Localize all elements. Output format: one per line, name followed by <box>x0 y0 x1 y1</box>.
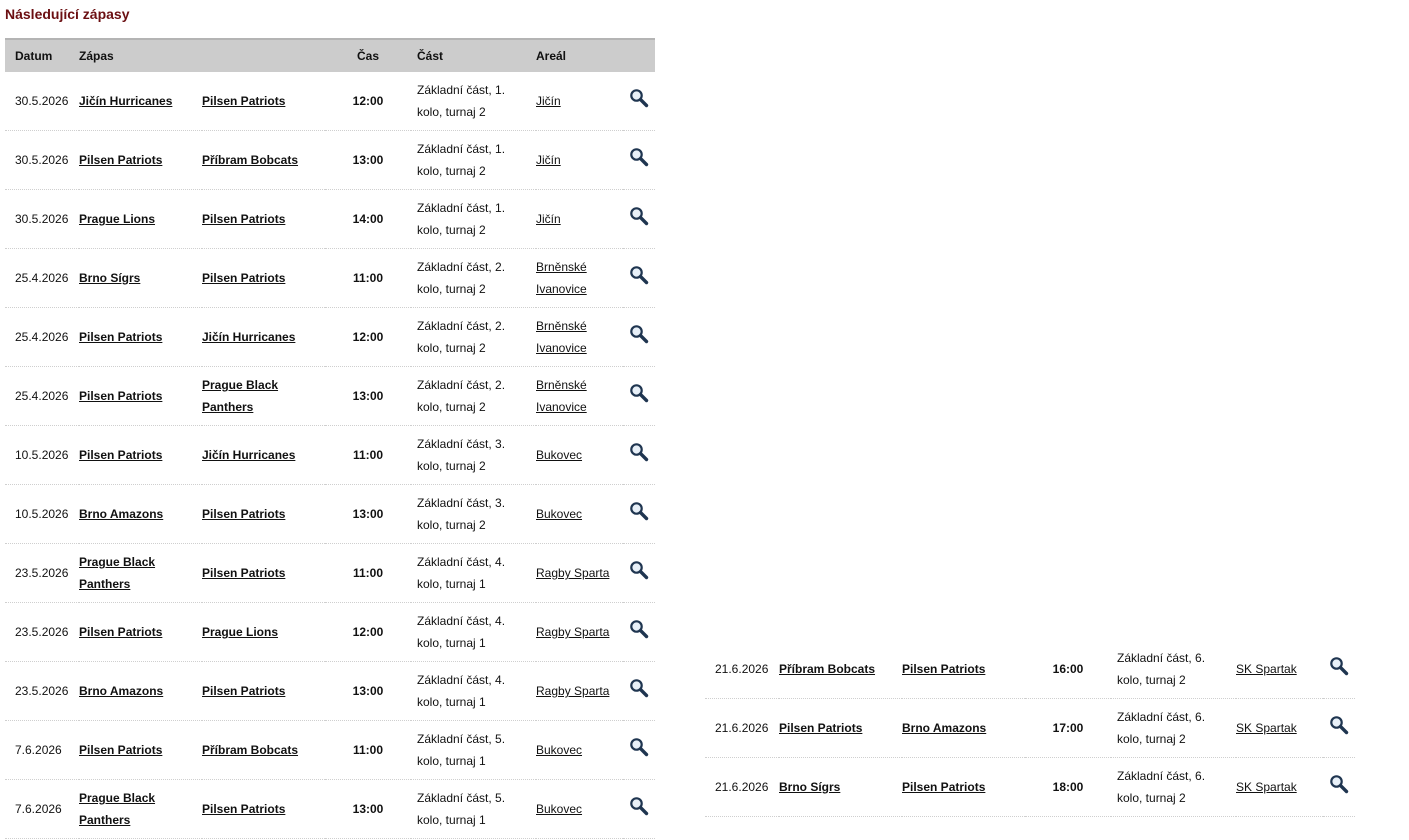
match-part: Základní část, 5. kolo, turnaj 1 <box>411 721 536 780</box>
detail-cell[interactable] <box>623 308 655 367</box>
table-row <box>5 544 655 603</box>
table-row <box>705 640 1355 699</box>
match-time: 18:00 <box>1025 758 1111 817</box>
home-team-link[interactable]: Pilsen Patriots <box>79 389 163 403</box>
home-team-link[interactable]: Příbram Bobcats <box>779 662 876 676</box>
header-part: Část <box>411 39 536 72</box>
away-team-link[interactable]: Pilsen Patriots <box>202 271 286 285</box>
match-part: Základní část, 4. kolo, turnaj 1 <box>411 662 536 721</box>
match-date: 30.5.2026 <box>5 190 79 249</box>
match-time: 11:00 <box>325 249 411 308</box>
match-part: Základní část, 6. kolo, turnaj 2 <box>1111 640 1236 699</box>
away-team-link[interactable]: Pilsen Patriots <box>202 212 286 226</box>
venue-link[interactable]: Bukovec <box>536 507 583 521</box>
table-row <box>5 662 655 721</box>
match-part: Základní část, 3. kolo, turnaj 2 <box>411 426 536 485</box>
matches-table-continued <box>705 640 1355 817</box>
match-date: 21.6.2026 <box>705 758 779 817</box>
away-team-link[interactable]: Příbram Bobcats <box>202 153 299 167</box>
home-team-link[interactable]: Prague Black Panthers <box>79 791 156 827</box>
search-icon[interactable] <box>1329 715 1349 735</box>
detail-cell[interactable] <box>623 662 655 721</box>
away-team-link[interactable]: Pilsen Patriots <box>202 94 286 108</box>
match-time: 12:00 <box>325 72 411 131</box>
match-part: Základní část, 5. kolo, turnaj 1 <box>411 780 536 839</box>
detail-cell[interactable] <box>623 367 655 426</box>
header-date: Datum <box>5 39 79 72</box>
home-team-link[interactable]: Prague Black Panthers <box>79 555 156 591</box>
away-team-link[interactable]: Brno Amazons <box>902 721 987 735</box>
home-team-link[interactable]: Pilsen Patriots <box>79 625 163 639</box>
detail-cell[interactable] <box>1323 640 1355 699</box>
table-row <box>705 758 1355 817</box>
venue-link[interactable]: Brněnské Ivanovice <box>536 260 587 296</box>
match-part: Základní část, 1. kolo, turnaj 2 <box>411 72 536 131</box>
match-date: 30.5.2026 <box>5 131 79 190</box>
home-team-link[interactable]: Pilsen Patriots <box>79 743 163 757</box>
table-row <box>5 367 655 426</box>
detail-cell[interactable] <box>623 72 655 131</box>
away-team-link[interactable]: Pilsen Patriots <box>202 566 286 580</box>
venue-link[interactable]: Jičín <box>536 153 561 167</box>
table-row <box>5 426 655 485</box>
match-date: 7.6.2026 <box>5 780 79 839</box>
match-date: 23.5.2026 <box>5 544 79 603</box>
match-date: 25.4.2026 <box>5 249 79 308</box>
venue-link[interactable]: SK Spartak <box>1236 780 1297 794</box>
detail-cell[interactable] <box>623 249 655 308</box>
match-time: 13:00 <box>325 131 411 190</box>
table-row <box>5 485 655 544</box>
search-icon[interactable] <box>629 796 649 816</box>
away-team-link[interactable]: Pilsen Patriots <box>202 802 286 816</box>
match-date: 25.4.2026 <box>5 367 79 426</box>
search-icon[interactable] <box>629 737 649 757</box>
search-icon[interactable] <box>629 147 649 167</box>
match-date: 23.5.2026 <box>5 603 79 662</box>
match-date: 25.4.2026 <box>5 308 79 367</box>
home-team-link[interactable]: Pilsen Patriots <box>779 721 863 735</box>
home-team-link[interactable]: Brno Amazons <box>79 684 164 698</box>
search-icon[interactable] <box>629 678 649 698</box>
match-time: 13:00 <box>325 662 411 721</box>
venue-link[interactable]: Bukovec <box>536 448 583 462</box>
venue-link[interactable]: Brněnské Ivanovice <box>536 319 587 355</box>
home-team-link[interactable]: Pilsen Patriots <box>79 153 163 167</box>
venue-link[interactable]: Brněnské Ivanovice <box>536 378 587 414</box>
match-part: Základní část, 4. kolo, turnaj 1 <box>411 603 536 662</box>
away-team-link[interactable]: Pilsen Patriots <box>202 507 286 521</box>
detail-cell[interactable] <box>623 780 655 839</box>
detail-cell[interactable] <box>623 426 655 485</box>
search-icon[interactable] <box>629 560 649 580</box>
table-header-row <box>5 39 655 72</box>
table-row <box>5 131 655 190</box>
search-icon[interactable] <box>629 383 649 403</box>
home-team-link[interactable]: Brno Amazons <box>79 507 164 521</box>
header-venue: Areál <box>536 39 623 72</box>
match-part: Základní část, 3. kolo, turnaj 2 <box>411 485 536 544</box>
search-icon[interactable] <box>629 206 649 226</box>
away-team-link[interactable]: Pilsen Patriots <box>202 684 286 698</box>
venue-link[interactable]: Ragby Sparta <box>536 684 610 698</box>
away-team-link[interactable]: Příbram Bobcats <box>202 743 299 757</box>
match-date: 21.6.2026 <box>705 640 779 699</box>
match-time: 17:00 <box>1025 699 1111 758</box>
home-team-link[interactable]: Pilsen Patriots <box>79 330 163 344</box>
home-team-link[interactable]: Prague Lions <box>79 212 156 226</box>
header-time: Čas <box>325 39 411 72</box>
detail-cell[interactable] <box>623 721 655 780</box>
match-time: 12:00 <box>325 603 411 662</box>
match-date: 23.5.2026 <box>5 662 79 721</box>
match-part: Základní část, 2. kolo, turnaj 2 <box>411 308 536 367</box>
match-part: Základní část, 4. kolo, turnaj 1 <box>411 544 536 603</box>
away-team-link[interactable]: Jičín Hurricanes <box>202 330 296 344</box>
matches-table <box>5 38 655 839</box>
page-title: Následující zápasy <box>5 6 130 22</box>
detail-cell[interactable] <box>623 603 655 662</box>
match-time: 13:00 <box>325 780 411 839</box>
home-team-link[interactable]: Brno Sígrs <box>79 271 141 285</box>
detail-cell[interactable] <box>623 485 655 544</box>
match-time: 16:00 <box>1025 640 1111 699</box>
search-icon[interactable] <box>629 324 649 344</box>
match-date: 21.6.2026 <box>705 699 779 758</box>
search-icon[interactable] <box>629 619 649 639</box>
match-date: 7.6.2026 <box>5 721 79 780</box>
match-time: 11:00 <box>325 721 411 780</box>
header-detail <box>623 39 655 72</box>
table-row <box>5 721 655 780</box>
home-team-link[interactable]: Jičín Hurricanes <box>79 94 173 108</box>
table-row <box>5 780 655 839</box>
match-part: Základní část, 1. kolo, turnaj 2 <box>411 190 536 249</box>
detail-cell[interactable] <box>623 131 655 190</box>
match-date: 10.5.2026 <box>5 426 79 485</box>
match-time: 14:00 <box>325 190 411 249</box>
search-icon[interactable] <box>1329 774 1349 794</box>
venue-link[interactable]: Jičín <box>536 212 561 226</box>
search-icon[interactable] <box>629 265 649 285</box>
away-team-link[interactable]: Jičín Hurricanes <box>202 448 296 462</box>
detail-cell[interactable] <box>1323 699 1355 758</box>
detail-cell[interactable] <box>1323 758 1355 817</box>
table-row <box>705 699 1355 758</box>
table-row <box>5 249 655 308</box>
table-row <box>5 308 655 367</box>
header-match: Zápas <box>79 39 325 72</box>
match-time: 12:00 <box>325 308 411 367</box>
venue-link[interactable]: Bukovec <box>536 802 583 816</box>
venue-link[interactable]: Ragby Sparta <box>536 566 610 580</box>
match-time: 13:00 <box>325 367 411 426</box>
match-date: 30.5.2026 <box>5 72 79 131</box>
detail-cell[interactable] <box>623 544 655 603</box>
venue-link[interactable]: Ragby Sparta <box>536 625 610 639</box>
away-team-link[interactable]: Pilsen Patriots <box>902 662 986 676</box>
search-icon[interactable] <box>1329 656 1349 676</box>
match-time: 13:00 <box>325 485 411 544</box>
match-part: Základní část, 6. kolo, turnaj 2 <box>1111 699 1236 758</box>
venue-link[interactable]: SK Spartak <box>1236 721 1297 735</box>
search-icon[interactable] <box>629 442 649 462</box>
match-part: Základní část, 2. kolo, turnaj 2 <box>411 249 536 308</box>
table-row <box>5 72 655 131</box>
home-team-link[interactable]: Brno Sígrs <box>779 780 841 794</box>
search-icon[interactable] <box>629 501 649 521</box>
detail-cell[interactable] <box>623 190 655 249</box>
match-part: Základní část, 1. kolo, turnaj 2 <box>411 131 536 190</box>
venue-link[interactable]: Jičín <box>536 94 561 108</box>
venue-link[interactable]: Bukovec <box>536 743 583 757</box>
match-date: 10.5.2026 <box>5 485 79 544</box>
match-time: 11:00 <box>325 426 411 485</box>
away-team-link[interactable]: Prague Lions <box>202 625 279 639</box>
table-row <box>5 603 655 662</box>
match-part: Základní část, 2. kolo, turnaj 2 <box>411 367 536 426</box>
home-team-link[interactable]: Pilsen Patriots <box>79 448 163 462</box>
match-part: Základní část, 6. kolo, turnaj 2 <box>1111 758 1236 817</box>
match-time: 11:00 <box>325 544 411 603</box>
table-row <box>5 190 655 249</box>
search-icon[interactable] <box>629 88 649 108</box>
venue-link[interactable]: SK Spartak <box>1236 662 1297 676</box>
away-team-link[interactable]: Pilsen Patriots <box>902 780 986 794</box>
away-team-link[interactable]: Prague Black Panthers <box>202 378 279 414</box>
